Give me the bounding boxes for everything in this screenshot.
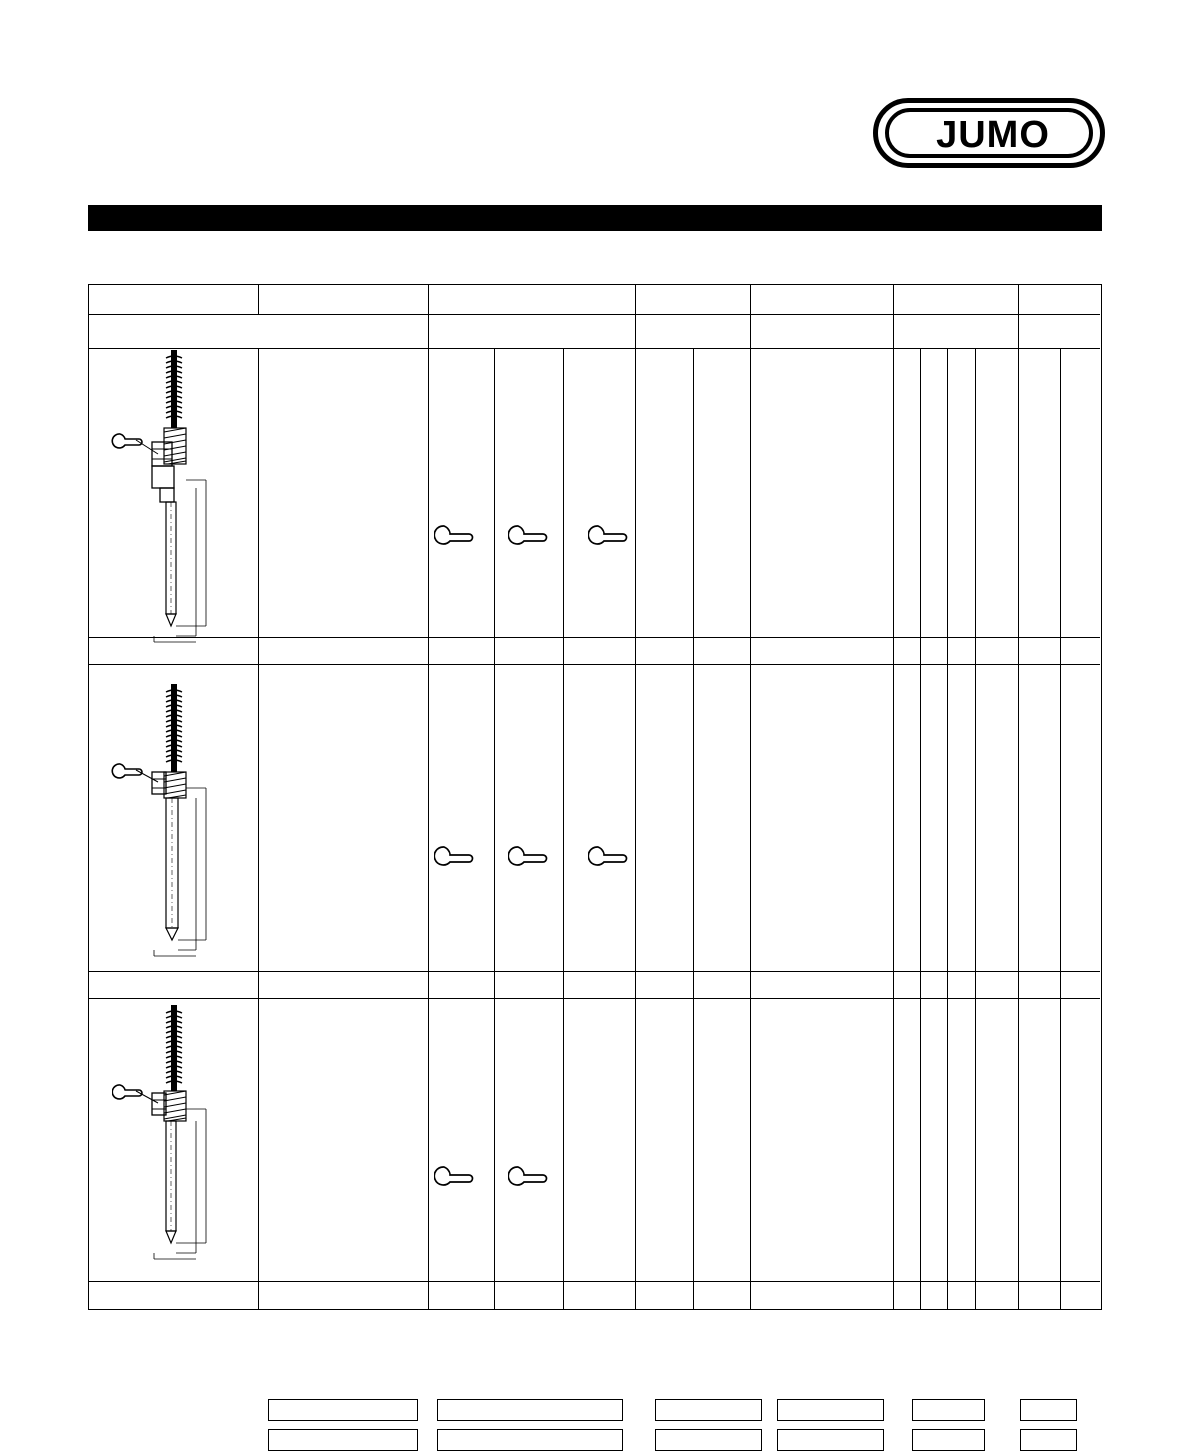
row1-divider-4 [563,348,564,664]
row2-divider-6 [693,664,694,998]
row1-divider-2 [428,348,429,664]
row3-divider-10 [947,998,948,1309]
table-hline-header-1 [89,314,1100,315]
header-divider-3 [635,285,636,348]
footer-box-5-top[interactable] [912,1399,985,1421]
table-hline-header-2 [89,348,1100,349]
row2-divider-8 [893,664,894,998]
row2-divider-2 [428,664,429,998]
row3-divider-11 [975,998,976,1309]
row3-divider-3 [494,998,495,1309]
row2-divider-4 [563,664,564,998]
row1-divider-13 [1060,348,1061,664]
row2-divider-7 [750,664,751,998]
table-hline-row2-end [89,998,1100,999]
row1-divider-9 [920,348,921,664]
logo-inner-ring [885,108,1093,158]
footer-box-6-bottom[interactable] [1020,1429,1077,1451]
row3-wrench-icon-2 [508,1164,550,1195]
row3-divider-9 [920,998,921,1309]
row1-wrench-icon-3 [588,523,630,554]
row1-divider-8 [893,348,894,664]
row1-divider-6 [693,348,694,664]
row2-divider-12 [1018,664,1019,998]
table-row-3-drawing [112,1005,262,1265]
footer-box-1-bottom[interactable] [268,1429,418,1451]
row2-wrench-icon-3 [588,844,630,875]
table-hline-row2-sub [89,971,1100,972]
row3-divider-2 [428,998,429,1309]
logo-text: JUMO [936,114,1050,156]
row1-divider-10 [947,348,948,664]
footer-box-4-top[interactable] [777,1399,884,1421]
row3-divider-5 [635,998,636,1309]
row1-divider-7 [750,348,751,664]
row2-divider-5 [635,664,636,998]
row3-divider-8 [893,998,894,1309]
row3-divider-12 [1018,998,1019,1309]
temperature-probe-drawing-1 [108,350,258,645]
footer-box-3-bottom[interactable] [655,1429,762,1451]
row1-divider-5 [635,348,636,664]
row3-divider-13 [1060,998,1061,1309]
row2-divider-3 [494,664,495,998]
row1-divider-3 [494,348,495,664]
table-hline-row1-end [89,664,1100,665]
row2-divider-10 [947,664,948,998]
footer-box-6-top[interactable] [1020,1399,1077,1421]
table-row-1-drawing [108,350,258,645]
header-divider-2 [428,285,429,348]
row3-divider-7 [750,998,751,1309]
row2-wrench-icon-2 [508,844,550,875]
row1-divider-1 [258,348,259,664]
jumo-logo [873,98,1105,168]
row1-wrench-icon-1 [434,523,476,554]
row1-wrench-icon-2 [508,523,550,554]
temperature-probe-drawing-2 [110,684,260,962]
row2-divider-11 [975,664,976,998]
row3-wrench-icon-1 [434,1164,476,1195]
temperature-probe-drawing-3 [112,1005,262,1265]
header-divider-6 [1018,285,1019,348]
footer-box-4-bottom[interactable] [777,1429,884,1451]
header-divider-4 [750,285,751,348]
row3-divider-4 [563,998,564,1309]
footer-box-2-bottom[interactable] [437,1429,623,1451]
row2-divider-13 [1060,664,1061,998]
row1-divider-11 [975,348,976,664]
row1-divider-12 [1018,348,1019,664]
row3-divider-6 [693,998,694,1309]
footer-box-1-top[interactable] [268,1399,418,1421]
header-bar [88,205,1102,231]
footer-box-2-top[interactable] [437,1399,623,1421]
table-row-2-drawing [110,684,260,962]
row2-divider-9 [920,664,921,998]
row2-wrench-icon-1 [434,844,476,875]
footer-box-5-bottom[interactable] [912,1429,985,1451]
table-hline-row3-sub [89,1281,1100,1282]
header-divider-1 [258,285,259,314]
footer-box-3-top[interactable] [655,1399,762,1421]
header-divider-5 [893,285,894,348]
